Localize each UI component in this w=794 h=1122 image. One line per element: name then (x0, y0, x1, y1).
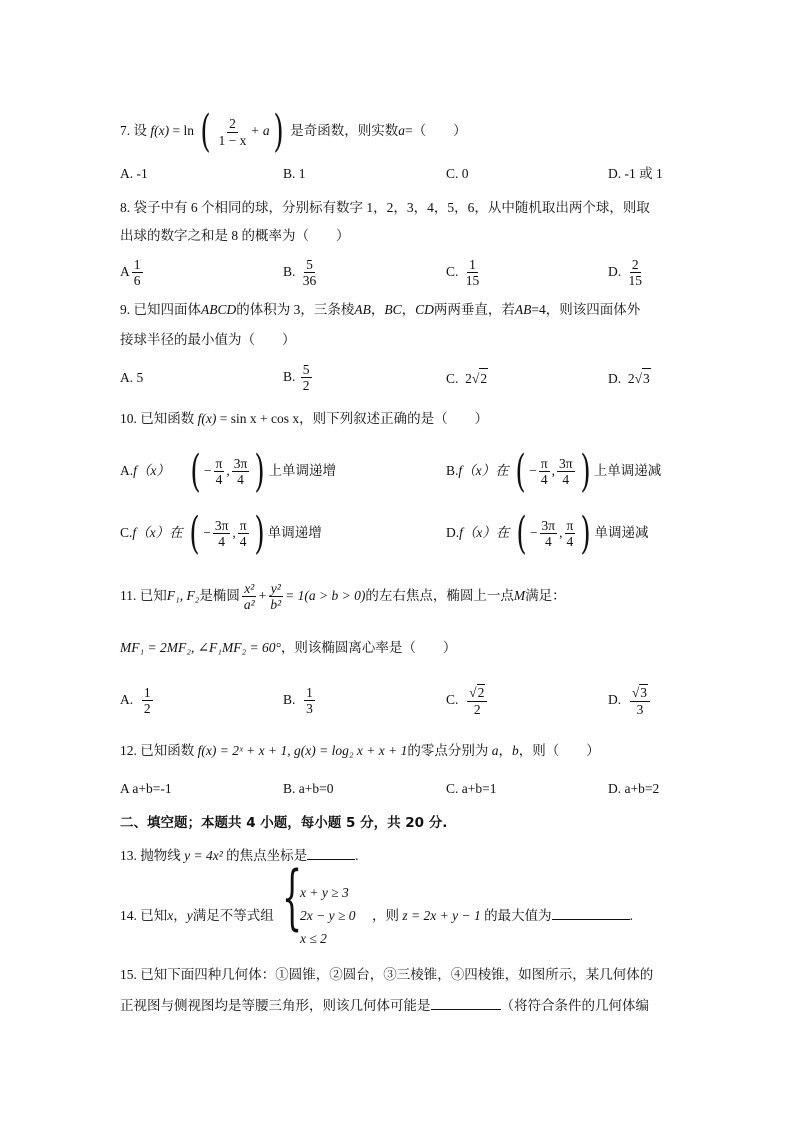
q13-stem: 13. 抛物线 y = 4x² 的焦点坐标是 . (120, 848, 359, 863)
q11-line2: MF₁ = 2MF₂, ∠F₁MF₂ = 60°，则该椭圆离心率是（ ） (120, 640, 457, 655)
q12-option-a: A a+b=-1 (120, 781, 172, 796)
q12-option-b: B. a+b=0 (283, 781, 334, 796)
q11-option-c: C. $\frac{√2}{2}$ (446, 680, 489, 720)
q11-stem: 11. 已知F₁, F₂是椭圆 $\frac{\text{x²}}{\text{a²}}$ + $\frac{\text{y²}}{\text{b²}}$ = 1(a > b > 0)的左右焦点，椭圆上一点M满足： (120, 580, 566, 613)
q7-fx: f(x) (150, 123, 170, 139)
q12-option-c: C. a+b=1 (446, 781, 497, 796)
q15-answer-blank[interactable] (431, 1009, 501, 1010)
q14-answer-blank[interactable] (552, 919, 630, 920)
q11-option-b: B. $\frac{1}{3}$ (283, 684, 313, 717)
q9-option-c: C. 2√2 (446, 368, 488, 389)
q14-stem-left: 14. 已知x，y满足不等式组 (120, 908, 274, 923)
q9-option-d: D. 2√3 (608, 368, 651, 389)
q8-option-a: A $\frac{1}{6}$ (120, 256, 141, 289)
q7-stem: 7. 设 f(x) = ln ( $\frac{2}{1 - x}$ + a) 是奇函数，则实数a=（ ） (120, 106, 467, 157)
section-heading: 二、填空题；本题共 4 小题，每小题 5 分，共 20 分. (120, 815, 448, 831)
q9-line1: 9. 已知四面体ABCD的体积为 3，三条棱AB，BC，CD两两垂直，若AB=4，则该四面体外 (120, 302, 641, 317)
left-paren: ( (200, 106, 212, 157)
q14-stem-right: ，则 z = 2x + y − 1 的最大值为 . (372, 908, 633, 923)
q11-option-d: D. $\frac{√3}{3}$ (608, 680, 652, 720)
q8-line2: 出球的数字之和是 8 的概率为（ ） (120, 228, 350, 243)
q15-line2: 正视图与侧视图均是等腰三角形，则该几何体可能是 （将符合条件的几何体编 (120, 998, 649, 1013)
q11-option-a: A. $\frac{1}{2}$ (120, 684, 151, 717)
system-brace: { (282, 856, 303, 938)
q14-cond1: x + y ≥ 3 (300, 885, 349, 900)
q7-option-a: A. -1 (120, 166, 148, 181)
q10-option-c: C.f（x）在 ( − $\frac{3\pi}{4}$ , $\frac{\pi}{4}$ ) 单调递增 (120, 507, 322, 559)
q12-stem: 12. 已知函数 f(x) = 2ˣ + x + 1, g(x) = log₂ x + x + 1的零点分别为 a，b，则（ ） (120, 743, 600, 758)
q14-cond3: x ≤ 2 (300, 931, 327, 946)
q9-line2: 接球半径的最小值为（ ） (120, 332, 296, 347)
q12-option-d: D. a+b=2 (608, 781, 660, 796)
q8-option-c: C. $\frac{1}{15}$ (446, 256, 480, 289)
q8-option-d: D. $\frac{2}{15}$ (608, 256, 642, 289)
q8-option-b: B. $\frac{5}{36}$ (283, 256, 317, 289)
q7-fraction: $\frac{2}{1 - x}$ (218, 115, 247, 148)
q10-option-a: A.f（x） ( − $\frac{\pi}{4}$ , $\frac{3\pi}{4}$ ) 上单调递增 (120, 445, 336, 497)
q10-option-b: B.f（x）在 ( − $\frac{\pi}{4}$ , $\frac{3\pi}{4}$ ) 上单调递减 (446, 445, 662, 497)
q13-answer-blank[interactable] (307, 859, 355, 860)
q10-option-d: D.f（x）在 ( − $\frac{3\pi}{4}$ , $\frac{\pi}{4}$ ) 单调递减 (446, 507, 649, 559)
q10-stem: 10. 已知函数 f(x) = sin x + cos x，则下列叙述正确的是（ ） (120, 411, 489, 426)
q9-option-a: A. 5 (120, 370, 144, 385)
right-paren: ) (273, 106, 284, 157)
q9-option-b: B. $\frac{5}{2}$ (283, 361, 310, 394)
q15-line1: 15. 已知下面四种几何体：①圆锥，②圆台，③三棱锥，④四棱锥，如图所示，某几何体的 (120, 967, 654, 982)
q7-option-c: C. 0 (446, 166, 469, 181)
q8-line1: 8. 袋子中有 6 个相同的球，分别标有数字 1，2，3，4，5，6，从中随机取出两个球，则取 (120, 200, 650, 215)
q14-cond2: 2x − y ≥ 0 (300, 908, 356, 923)
q7-option-d: D. -1 或 1 (608, 166, 663, 181)
q7-option-b: B. 1 (283, 166, 306, 181)
